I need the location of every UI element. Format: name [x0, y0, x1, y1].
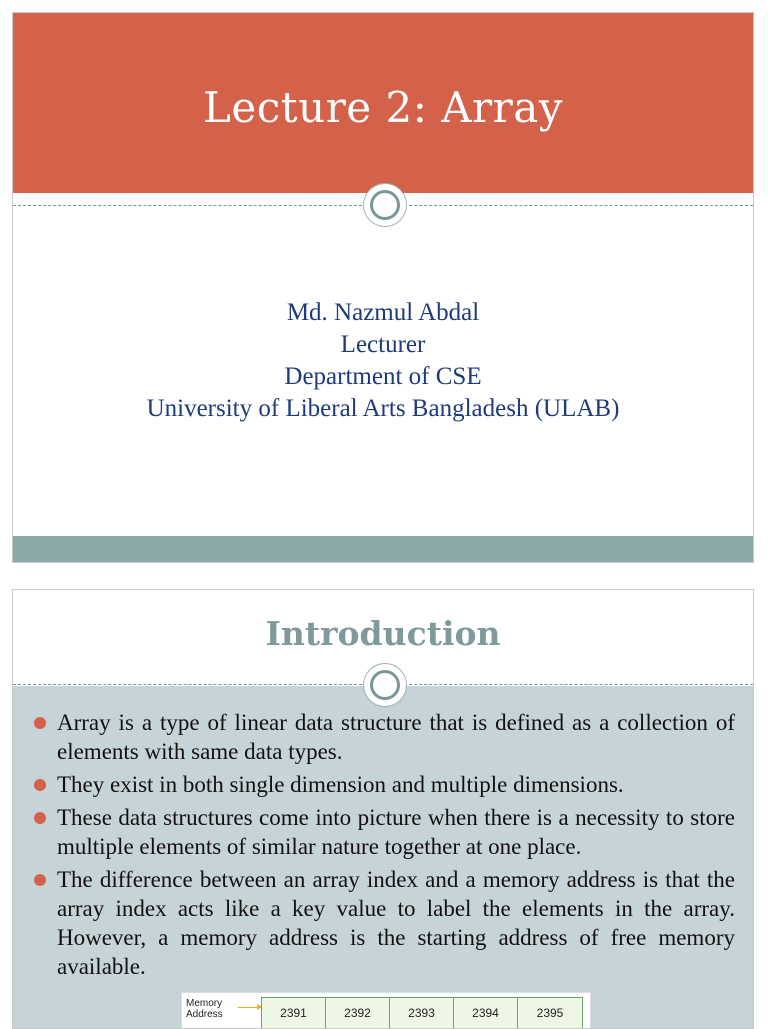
memory-cell: 2394 [454, 998, 518, 1028]
ring-ornament-icon [364, 664, 406, 706]
introduction-slide [12, 589, 754, 1029]
title-header-band [13, 13, 753, 193]
title-slide [12, 12, 754, 563]
memory-cell: 2393 [390, 998, 454, 1028]
content-panel [13, 686, 753, 1028]
section-heading: Introduction [265, 614, 501, 653]
memory-cell: 2395 [536, 1006, 564, 1020]
bullet-dot-icon [34, 812, 46, 824]
author-position: Lecturer [340, 331, 426, 358]
list-item: These data structures come into picture when there is a necessity to store multiple elements of similar nature together at one place. [33, 803, 735, 861]
bullet-dot-icon [34, 874, 46, 886]
list-item: They exist in both single dimension and multiple dimensions. [33, 770, 735, 799]
memory-cell: 2391 [262, 998, 326, 1028]
author-name: Md. Nazmul Abdal [286, 299, 480, 326]
bullet-dot-icon [34, 779, 46, 791]
footer-band [13, 536, 753, 562]
author-block [13, 297, 753, 425]
bullet-dot-icon [34, 717, 46, 729]
author-university: University of Liberal Arts Bangladesh (ULAB) [146, 395, 620, 422]
ring-ornament-icon [364, 184, 406, 226]
list-item: Array is a type of linear data structure that is defined as a collection of elements with same data types. [33, 708, 735, 766]
author-department: Department of CSE [284, 363, 482, 390]
memory-address-figure [181, 992, 591, 1029]
bullet-list [33, 708, 735, 985]
arrow-right-icon [238, 1007, 260, 1008]
memory-address-label: Memory Address [186, 998, 223, 1020]
memory-cells [261, 997, 583, 1029]
list-item: The difference between an array index and a memory address is that the array index acts like a key value to label the elements in the array. However, a memory address is the starting address of free memory available. [33, 865, 735, 981]
slide-title: Lecture 2: Array [203, 83, 563, 132]
memory-cell: 2392 [326, 998, 390, 1028]
